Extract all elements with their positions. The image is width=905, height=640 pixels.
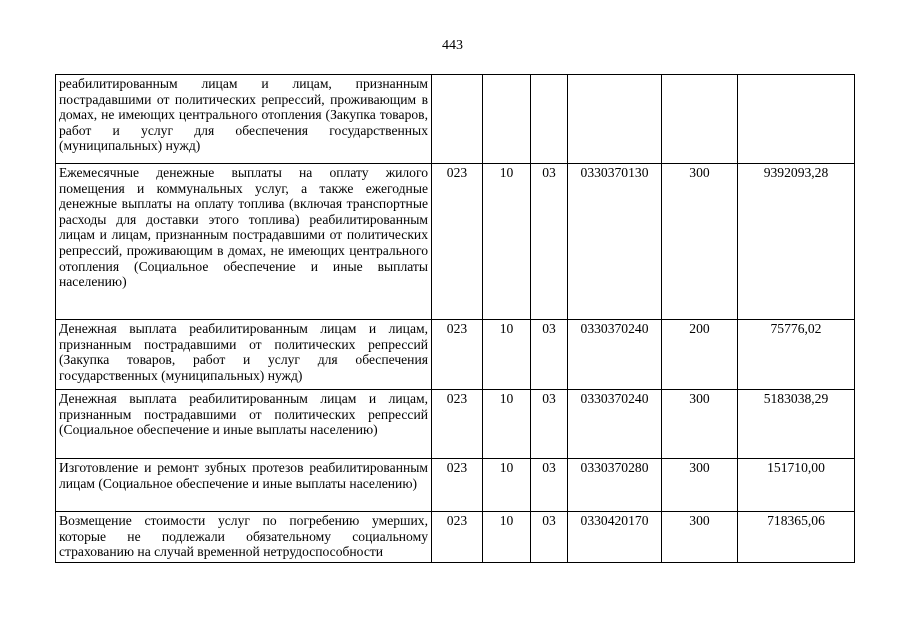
subsection-code: 03 (531, 320, 568, 390)
table-row (56, 75, 855, 164)
table-row (56, 512, 855, 563)
row-description: реабилитированным лицам и лицам, признанным пострадавшими от политических репрессий, проживающим в домах, не имеющих центрального отопления (Закупка товаров, работ и услуг для обеспечения государственных (муниципальных) нужд) (56, 75, 432, 164)
expense-type-code: 300 (662, 512, 738, 563)
target-article-code: 0330370130 (568, 164, 662, 320)
ministry-code: 023 (432, 390, 483, 459)
subsection-code: 03 (531, 164, 568, 320)
target-article-code: 0330420170 (568, 512, 662, 563)
section-code: 10 (483, 512, 531, 563)
target-article-code: 0330370280 (568, 459, 662, 512)
ministry-code: 023 (432, 164, 483, 320)
section-code: 10 (483, 164, 531, 320)
subsection-code: 03 (531, 459, 568, 512)
subsection-code: 03 (531, 390, 568, 459)
amount-value: 718365,06 (738, 512, 855, 563)
amount-value (738, 75, 855, 164)
ministry-code (432, 75, 483, 164)
row-description: Денежная выплата реабилитированным лицам и лицам, признанным пострадавшими от политических репрессий (Закупка товаров, работ и услуг для обеспечения государственных (муниципальных) нужд) (56, 320, 432, 390)
amount-value: 9392093,28 (738, 164, 855, 320)
subsection-code (531, 75, 568, 164)
amount-value: 5183038,29 (738, 390, 855, 459)
table-row (56, 390, 855, 459)
row-description: Изготовление и ремонт зубных протезов реабилитированным лицам (Социальное обеспечение и иные выплаты населению) (56, 459, 432, 512)
expense-type-code: 300 (662, 390, 738, 459)
subsection-code: 03 (531, 512, 568, 563)
expense-type-code: 200 (662, 320, 738, 390)
ministry-code: 023 (432, 320, 483, 390)
row-description: Денежная выплата реабилитированным лицам и лицам, признанным пострадавшими от политических репрессий (Социальное обеспечение и иные выплаты населению) (56, 390, 432, 459)
amount-value: 151710,00 (738, 459, 855, 512)
table-row (56, 459, 855, 512)
section-code: 10 (483, 320, 531, 390)
row-description: Ежемесячные денежные выплаты на оплату жилого помещения и коммунальных услуг, а также ежегодные денежные выплаты на оплату топлива (включая транспортные расходы для доставки этого топлива) реабилитированным лицам и лицам, признанным пострадавшими от политических репрессий, проживающим в домах, не имеющих центрального отопления (Социальное обеспечение и иные выплаты населению) (56, 164, 432, 320)
section-code (483, 75, 531, 164)
ministry-code: 023 (432, 459, 483, 512)
ministry-code: 023 (432, 512, 483, 563)
target-article-code: 0330370240 (568, 390, 662, 459)
target-article-code: 0330370240 (568, 320, 662, 390)
target-article-code (568, 75, 662, 164)
row-description: Возмещение стоимости услуг по погребению умерших, которые не подлежали обязательному социальному страхованию на случай временной нетрудоспособности (56, 512, 432, 563)
expense-type-code: 300 (662, 164, 738, 320)
table-row (56, 164, 855, 320)
section-code: 10 (483, 390, 531, 459)
budget-table (55, 74, 855, 563)
expense-type-code: 300 (662, 459, 738, 512)
expense-type-code (662, 75, 738, 164)
section-code: 10 (483, 459, 531, 512)
page-number: 443 (442, 38, 463, 53)
amount-value: 75776,02 (738, 320, 855, 390)
table-row (56, 320, 855, 390)
